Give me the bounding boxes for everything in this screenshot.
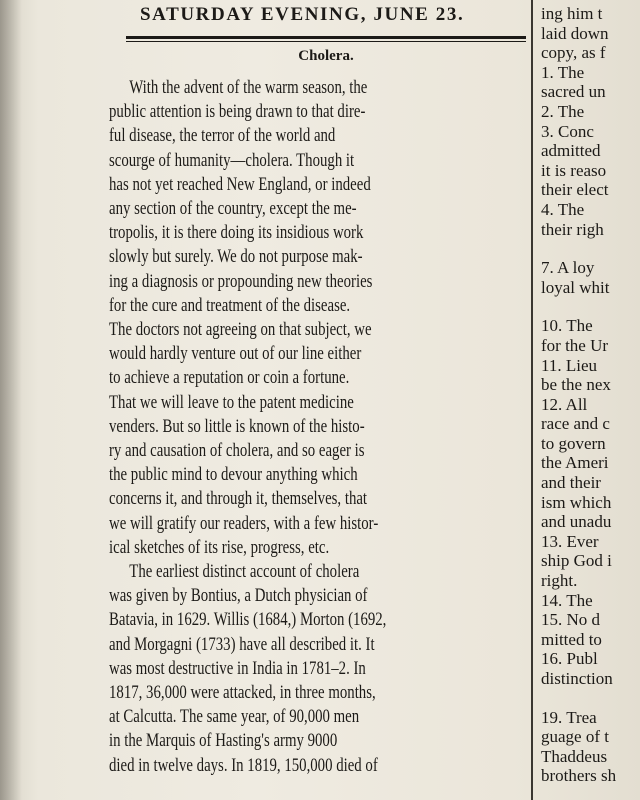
article-line: would hardly venture out of our line either [109, 343, 362, 365]
right-column-line: loyal whit [541, 277, 610, 297]
article-line: venders. But so little is known of the histo- [109, 415, 365, 437]
right-column-line: right. [541, 571, 578, 591]
right-column [541, 0, 640, 800]
right-column-line: 14. The [541, 590, 593, 610]
right-column-line: ing him t [541, 4, 603, 23]
right-column-line: 11. Lieu [541, 355, 598, 375]
right-column-line: 3. Conc [541, 121, 594, 141]
right-column-line: and their [541, 473, 601, 493]
article-line: and Morgagni (1733) have all described it. It [109, 633, 375, 655]
right-column-line: distinction [541, 669, 613, 688]
article-line: was most destructive in India in 1781–2. In [109, 657, 366, 679]
right-column-line: 2. The [541, 101, 585, 121]
article-line: we will gratify our readers, with a few histor- [109, 512, 379, 534]
right-column-gap [541, 689, 640, 708]
right-column-line: mitted to [541, 629, 602, 649]
article-line: any section of the country, except the me- [109, 198, 357, 220]
article-line: That we will leave to the patent medicine [109, 391, 354, 413]
article-line: has not yet reached New England, or indeed [109, 173, 371, 195]
article-line: to achieve a reputation or coin a fortune. [109, 367, 350, 389]
right-column-line: 15. No d [541, 610, 601, 630]
dateline: SATURDAY EVENING, JUNE 23. [140, 4, 465, 25]
article-line: Batavia, in 1629. Willis (1684,) Morton (1692, [109, 609, 387, 631]
right-column-line: brothers sh [541, 766, 617, 786]
article-line: ry and causation of cholera, and so eager is [109, 440, 365, 462]
right-column-line: for the Ur [541, 335, 609, 355]
right-column-line: 19. Trea [541, 707, 597, 727]
article-line: ing a diagnosis or propounding new theories [109, 270, 373, 292]
right-column-line: 1. The [541, 62, 585, 82]
article-line: scourge of humanity—cholera. Though it [109, 149, 355, 171]
article-line: was given by Bontius, a Dutch physician of [109, 585, 368, 607]
right-column-line: race and c [541, 414, 610, 434]
right-column-line: ism which [541, 492, 612, 512]
right-column-line: sacred un [541, 82, 606, 102]
article-line: died in twelve days. In 1819, 150,000 died of [109, 754, 378, 776]
right-column-line: copy, as f [541, 43, 606, 63]
right-column-line: their elect [541, 180, 609, 200]
article-line: slowly but surely. We do not purpose mak- [109, 246, 363, 268]
right-column-line: it is reaso [541, 160, 607, 180]
article-line: in the Marquis of Hasting's army 9000 [109, 730, 338, 752]
right-column-line: 16. Publ [541, 649, 598, 669]
article-line: The earliest distinct account of cholera [129, 561, 360, 583]
right-column-gap [541, 297, 640, 316]
header-rule-thin [126, 41, 526, 42]
article-line: for the cure and treatment of the disease. [109, 294, 351, 316]
right-column-line: their righ [541, 219, 604, 239]
article-line: tropolis, it is there doing its insidious work [109, 222, 364, 244]
article-body [109, 76, 507, 778]
right-column-line: admitted [541, 141, 601, 161]
article-headline: Cholera. [298, 48, 354, 64]
right-column-line: 13. Ever [541, 531, 599, 551]
header-rule-thick [126, 36, 526, 39]
right-column-line: guage of t [541, 727, 609, 747]
article-line: 1817, 36,000 were attacked, in three months, [109, 682, 376, 704]
right-column-gap [541, 239, 640, 258]
right-column-line: ship God i [541, 551, 612, 571]
page-edge-shadow [0, 0, 22, 800]
right-column-line: be the nex [541, 375, 611, 395]
right-column-line: 4. The [541, 199, 585, 219]
article-line: at Calcutta. The same year, of 90,000 men [109, 706, 360, 728]
right-column-line: 12. All [541, 394, 588, 414]
main-column [96, 0, 528, 800]
article-line: ful disease, the terror of the world and [109, 125, 336, 147]
column-divider [531, 0, 533, 800]
right-column-line: to govern [541, 433, 606, 453]
article-line: the public mind to devour anything which [109, 464, 358, 486]
right-column-text [541, 4, 640, 786]
right-column-line: laid down [541, 23, 609, 43]
article-line: The doctors not agreeing on that subject, we [109, 319, 372, 341]
right-column-line: and unadu [541, 512, 612, 532]
right-column-line: 7. A loy [541, 258, 595, 278]
right-column-line: Thaddeus [541, 746, 608, 766]
article-line: ical sketches of its rise, progress, etc. [109, 536, 330, 558]
right-column-line: the Ameri [541, 453, 609, 473]
article-line: public attention is being drawn to that dire- [109, 101, 366, 123]
article-line: concerns it, and through it, themselves, that [109, 488, 368, 510]
right-column-line: 10. The [541, 316, 593, 336]
article-line: With the advent of the warm season, the [129, 77, 368, 98]
